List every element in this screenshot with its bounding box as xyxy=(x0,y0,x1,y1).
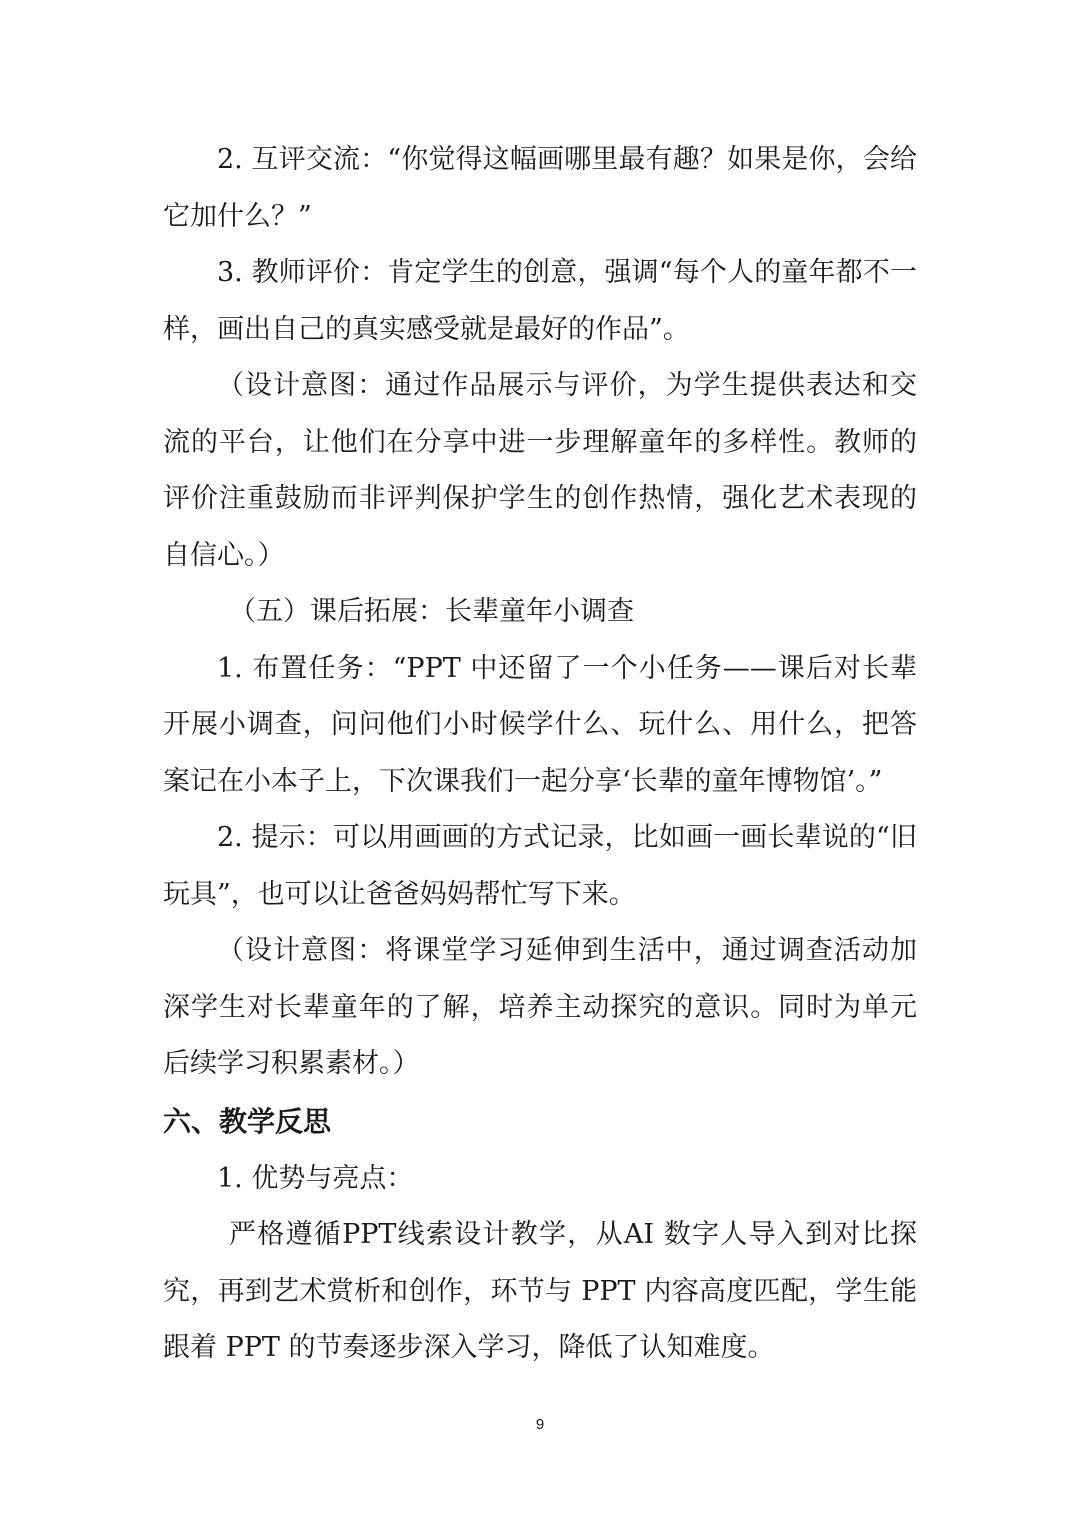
page-number: 9 xyxy=(535,1416,545,1433)
paragraph-peer-review: 2. 互评交流：“你觉得这幅画哪里最有趣？如果是你，会给它加什么？” xyxy=(163,144,917,232)
paragraph-strengths-title: 1. 优势与亮点： xyxy=(217,1162,414,1194)
paragraph-design-intent-2: （设计意图：将课堂学习延伸到生活中，通过调查活动加深学生对长辈童年的了解，培养主动探究的意识。同时为单元后续学习积累素材。） xyxy=(163,935,917,1079)
paragraph-design-intent-1: （设计意图：通过作品展示与评价，为学生提供表达和交流的平台，让他们在分享中进一步理解童年的多样性。教师的评价注重鼓励而非评判保护学生的创作热情，强化艺术表现的自信心。） xyxy=(163,370,917,571)
paragraph-teacher-evaluation: 3. 教师评价：肯定学生的创意，强调“每个人的童年都不一样，画出自己的真实感受就是最好的作品”。 xyxy=(163,257,917,345)
subsection-heading-extension: （五）课后拓展：长辈童年小调查 xyxy=(229,596,634,627)
paragraph-hint: 2. 提示：可以用画画的方式记录，比如画一画长辈说的“旧玩具”，也可以让爸爸妈妈帮忙写下来。 xyxy=(163,822,917,910)
page-body xyxy=(163,132,917,1377)
paragraph-strengths-body: 严格遵循PPT线索设计教学，从AI 数字人导入到对比探究，再到艺术赏析和创作，环节与 PPT 内容高度匹配，学生能跟着 PPT 的节奏逐步深入学习，降低了认知难度。 xyxy=(163,1219,917,1363)
section-heading-reflection: 六、教学反思 xyxy=(163,1104,332,1138)
paragraph-assign-task: 1. 布置任务：“PPT 中还留了一个小任务——课后对长辈开展小调查，问问他们小时候学什么、玩什么、用什么，把答案记在小本子上，下次课我们一起分享‘长辈的童年博物馆’。” xyxy=(163,652,917,797)
